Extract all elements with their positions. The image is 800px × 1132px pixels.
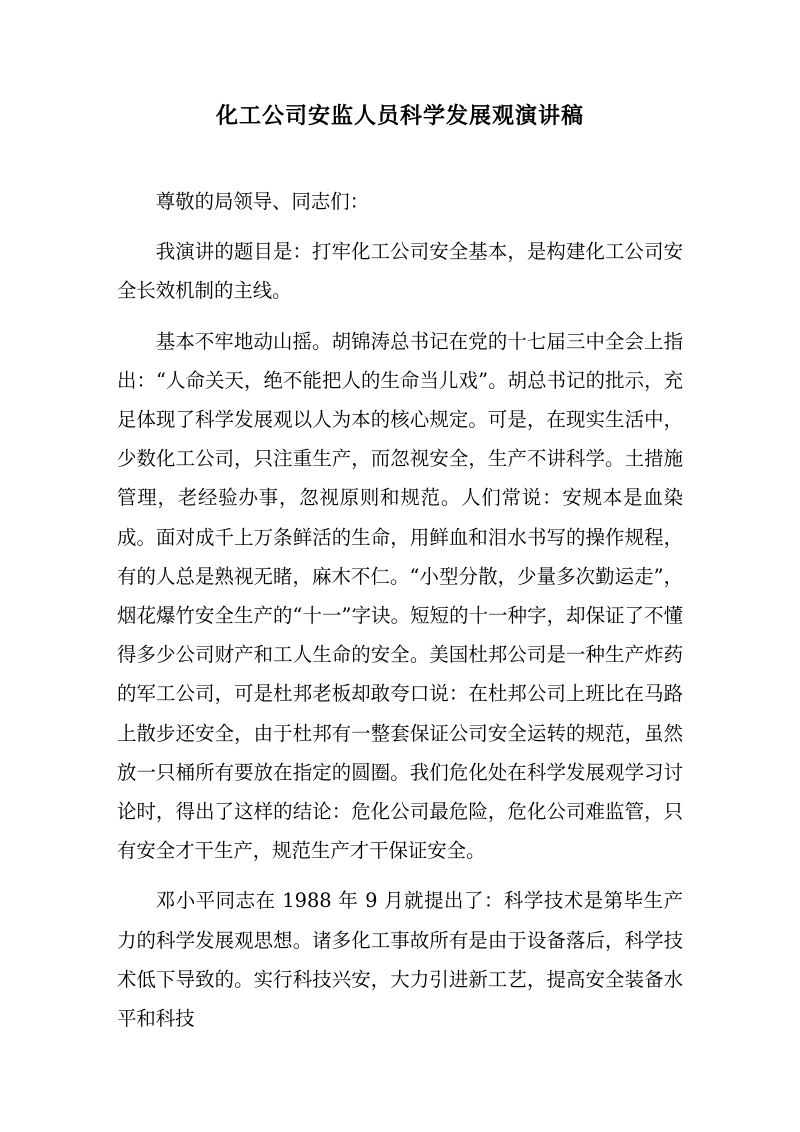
document-title: 化工公司安监人员科学发展观演讲稿 xyxy=(215,103,584,129)
paragraph-topic: 我演讲的题目是：打牢化工公司安全基本，是构建化工公司安全长效机制的主线。 xyxy=(117,240,683,303)
paragraph-greeting: 尊敬的局领导、同志们： xyxy=(155,190,370,213)
paragraph-foundation: 基本不牢地动山摇。胡锦涛总书记在党的十七届三中全会上指出：“人命关天，绝不能把人的生命当儿戏”。胡总书记的批示，充足体现了科学发展观以人为本的核心规定。可是，在现实生活中，少数化工公司，只注重生产，而忽视安全，生产不讲科学。土措施管理，老经验办事，忽视原则和规范。人们常说：安规本是血染成。面对成千上万条鲜活的生命，用鲜血和泪水书写的操作规程，有的人总是熟视无睹，麻木不仁。“小型分散，少量多次勤运走”，烟花爆竹安全生产的“十一”字诀。短短的十一种字，却保证了不懂得多少公司财产和工人生命的安全。美国杜邦公司是一种生产炸药的军工公司，可是杜邦老板却敢夸口说：在杜邦公司上班比在马路上散步还安全，由于杜邦有一整套保证公司安全运转的规范，虽然放一只桶所有要放在指定的圆圈。我们危化处在科学发展观学习讨论时，得出了这样的结论：危化公司最危险，危化公司难监管，只有安全才干生产，规范生产才干保证安全。 xyxy=(117,329,683,863)
paragraph-technology: 邓小平同志在 1988 年 9 月就提出了：科学技术是第毕生产力的科学发展观思想。诸多化工事故所有是由于设备落后，科学技术低下导致的。实行科技兴安，大力引进新工艺，提高安全装备水平和科技 xyxy=(117,889,683,1031)
document-body xyxy=(117,182,683,1049)
